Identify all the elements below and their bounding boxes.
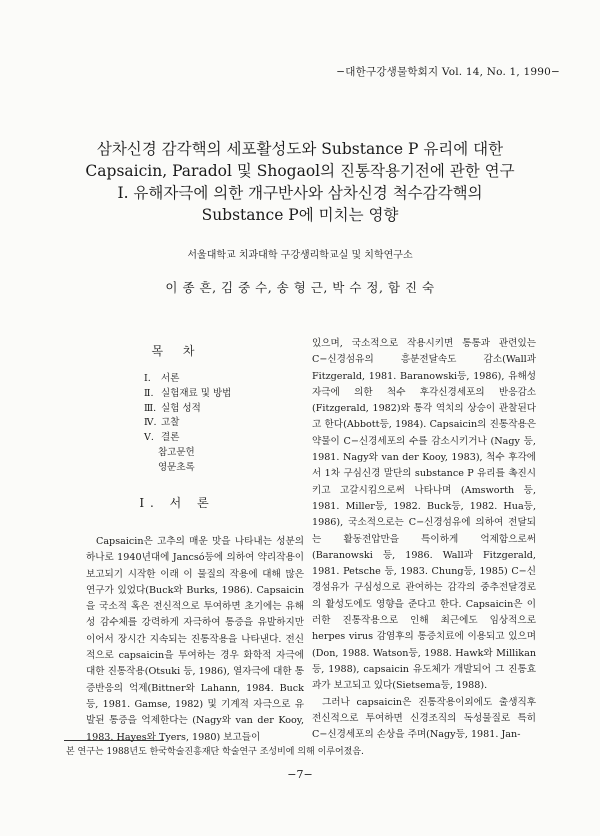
title-line-2: Capsaicin, Paradol 및 Shogaol의 진통작용기전에 관한 연구 [85, 162, 515, 180]
toc-item: Ⅰ. 서론 [144, 373, 180, 384]
intro-paragraph-2: 그러나 capsaicin은 진통작용이외에도 출생직후 전신적으로 투여하면 신경조직의 독성물질로 특히 C−신경세포의 손상을 주며(Nagy등, 1981. Jan- [312, 696, 536, 741]
toc-title: 목 차 [151, 344, 203, 358]
section-title: Ⅰ. 서 론 [139, 496, 215, 510]
authors: 이 종 흔, 김 중 수, 송 형 근, 박 수 정, 함 진 숙 [165, 280, 435, 295]
journal-header: −대한구강생물학회지 Vol. 14, No. 1, 1990− [336, 66, 560, 78]
affiliation: 서울대학교 치과대학 구강생리학교실 및 치학연구소 [187, 250, 413, 261]
toc-sub-item: 영문초록 [158, 461, 195, 473]
footnote-rule [64, 740, 164, 741]
toc-item: Ⅱ. 실험재료 및 방법 [144, 387, 232, 399]
toc-item: Ⅴ. 결론 [144, 432, 180, 444]
article-title [0, 138, 600, 226]
left-column [86, 534, 304, 746]
table-of-contents [144, 372, 231, 476]
toc-item: Ⅳ. 고찰 [144, 417, 180, 429]
right-column [312, 336, 536, 743]
intro-paragraph-1-continued: 있으며, 국소적으로 작용시키면 통통과 관련있는 C−신경섬유의 흥분전달속도 감소(Wall과 Fitzgerald, 1981. Baranowski등, 1986), 유해성 자극에 의한 척수 후각신경세포의 반응감소(Fitzgerald, 1982)와 통각 역치의 상승이 관찰된다고 한다(Abbott등, 1984). Capsaicin의 진통작용은 약물이 C−신경세포의 수를 감소시키거나 (Nagy 등, 1981. Nagy와 van der Kooy, 1983), 척수 후각에서 1차 구심신경 말단의 substance P 유리를 촉진시키고 고갈시킴으로써 나타나며 (Amsworth 등, 1981. Miller등, 1982. Buck등, 1982. Hua등, 1986), 국소적으로는 C−신경섬유에 의하여 전달되는 활동전압만을 특이하게 억제함으로써 (Baranowski 등, 1986. Wall과 Fitzgerald, 1981. Petsche 등, 1983. Chung등, 1985) C−신경섬유가 구심성으로 관여하는 감각의 중추전달경로의 활성도에도 영향을 준다고 한다. Capsaicin은 이러한 진통작용으로 인해 최근에도 임상적으로 herpes virus 감염후의 통증치료에 이용되고 있으며(Don, 1988. Watson등, 1988. Hawk와 Millikan등, 1988), capsaicin 유도체가 개발되어 그 진통효과가 보고되고 있다(Sietsema등, 1988). [312, 338, 536, 692]
title-line-1: 삼차신경 감각핵의 세포활성도와 Substance P 유리에 대한 [96, 140, 504, 158]
toc-item: Ⅲ. 실험 성적 [144, 402, 201, 414]
title-line-4: Substance P에 미치는 영향 [201, 206, 399, 224]
intro-paragraph-1: Capsaicin은 고추의 매운 맛을 나타내는 성분의 하나로 1940년대에 Jancsó등에 의하여 약리작용이 보고되기 시작한 이래 이 물질의 작용에 대해 많은 연구가 있었다(Buck와 Burks, 1986). Capsaicin을 국소적 혹은 전신적으로 투여하면 초기에는 유해성 감수체를 강력하게 자극하여 통증을 유발하지만 이어서 장시간 지속되는 진통작용을 나타낸다. 전신적으로 capsaicin을 투여하는 경우 화학적 자극에 대한 진통작용(Otsuki 등, 1986), 열자극에 대한 통증반응의 억제(Bittner와 Lahann, 1984. Buck 등, 1981. Gamse, 1982) 및 기계적 자극으로 유발된 통증을 억제한다는 (Nagy와 van der Kooy, 1983. Hayes와 Tyers, 1980) 보고들이 [86, 536, 304, 743]
toc-sub-item: 참고문헌 [158, 446, 195, 458]
page-number: −7− [287, 768, 313, 781]
footnote: 본 연구는 1988년도 한국학술진흥재단 학술연구 조성비에 의해 이루어졌음. [66, 747, 364, 757]
title-line-3: Ⅰ. 유해자극에 의한 개구반사와 삼차신경 척수감각핵의 [117, 184, 483, 202]
